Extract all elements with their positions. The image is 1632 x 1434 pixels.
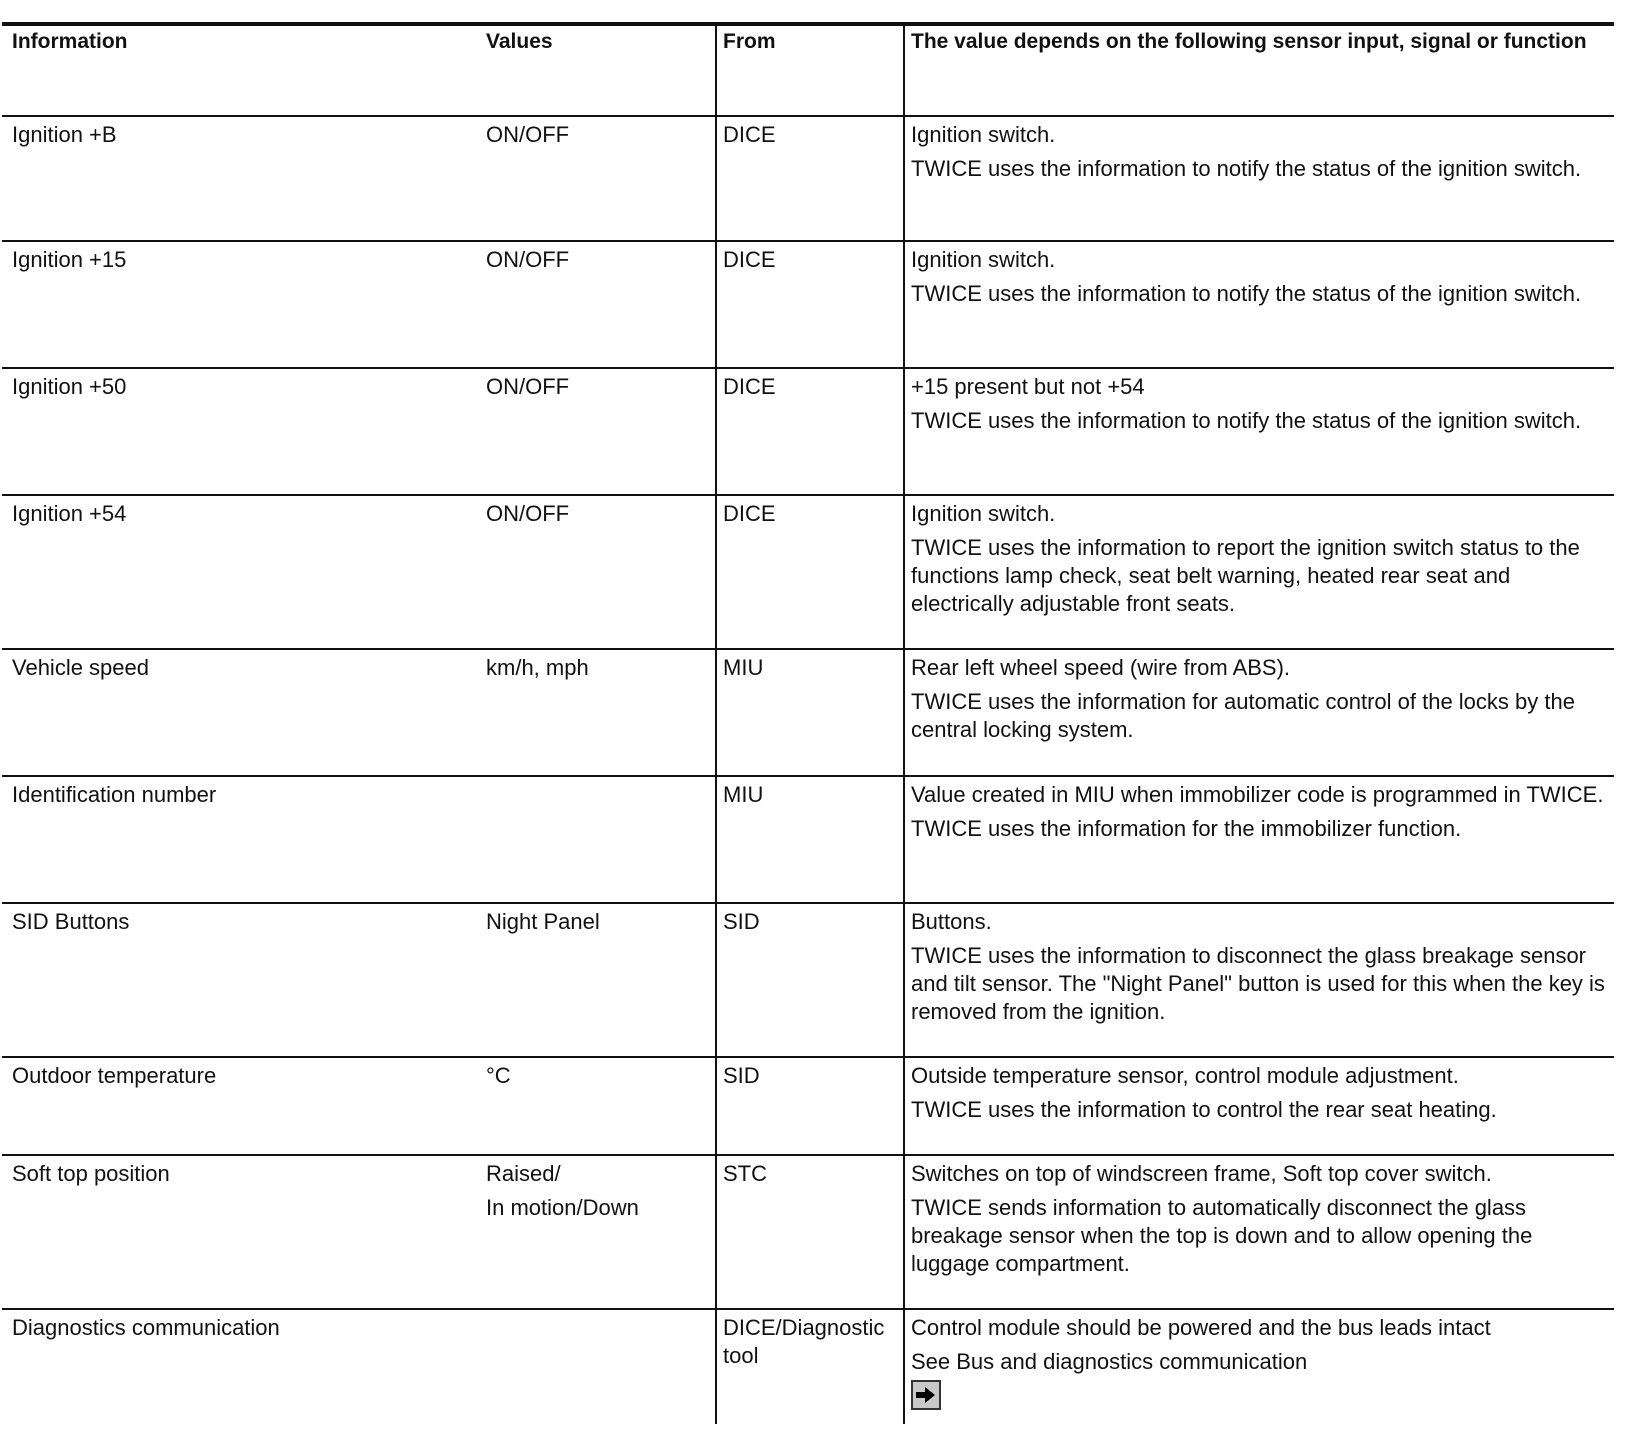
description-line: TWICE uses the information to disconnect the glass breakage sensor and tilt sensor. The "Night Panel" button is used for this when the key is removed from the ignition. xyxy=(911,943,1605,1024)
cell-from: DICE xyxy=(723,501,776,526)
description-line: Ignition switch. xyxy=(911,247,1056,272)
cell-description xyxy=(911,908,1611,1026)
description-line: Rear left wheel speed (wire from ABS). xyxy=(911,655,1291,680)
arrow-right-icon[interactable] xyxy=(911,1380,941,1410)
description-line: Switches on top of windscreen frame, Soft top cover switch. xyxy=(911,1161,1492,1186)
cell-information: Ignition +B xyxy=(12,122,117,147)
description-line: TWICE uses the information to notify the status of the ignition switch. xyxy=(911,281,1582,306)
row-rule xyxy=(2,902,1614,904)
cell-description xyxy=(911,1314,1611,1417)
cell-information: Soft top position xyxy=(12,1161,170,1186)
header-from: From xyxy=(723,30,776,53)
description-line: TWICE uses the information to notify the status of the ignition switch. xyxy=(911,408,1582,433)
description-line: Buttons. xyxy=(911,909,992,934)
description-line: TWICE uses the information to notify the status of the ignition switch. xyxy=(911,156,1582,181)
row-rule xyxy=(2,648,1614,650)
cell-from: STC xyxy=(723,1161,767,1186)
row-rule xyxy=(2,775,1614,777)
cell-description xyxy=(911,121,1611,183)
cell-from: MIU xyxy=(723,655,764,680)
cell-description xyxy=(911,373,1611,435)
cell-values: km/h, mph xyxy=(486,655,589,680)
column-rule-depends xyxy=(903,24,905,1424)
column-rule-from xyxy=(715,24,717,1424)
row-rule xyxy=(2,1056,1614,1058)
header-depends: The value depends on the following sensor input, signal or function xyxy=(911,30,1587,53)
cell-from: DICE xyxy=(723,247,776,272)
cell-information: Ignition +54 xyxy=(12,501,127,526)
header-values: Values xyxy=(486,30,553,53)
row-rule xyxy=(2,1308,1614,1310)
header-rule xyxy=(2,115,1614,117)
cell-information: Identification number xyxy=(12,782,217,807)
cell-from: DICE/Diagnostic tool xyxy=(723,1315,885,1368)
cell-values: Night Panel xyxy=(486,909,600,934)
cell-description xyxy=(911,246,1611,308)
description-line: TWICE uses the information for the immobilizer function. xyxy=(911,816,1462,841)
row-rule xyxy=(2,240,1614,242)
description-line: Ignition switch. xyxy=(911,122,1056,147)
row-rule xyxy=(2,1154,1614,1156)
header-information: Information xyxy=(12,30,128,53)
description-line: See Bus and diagnostics communication xyxy=(911,1349,1308,1374)
cell-information: SID Buttons xyxy=(12,909,130,934)
cell-information: Vehicle speed xyxy=(12,655,149,680)
cell-from: SID xyxy=(723,1063,760,1088)
values-line: In motion/Down xyxy=(486,1195,639,1220)
cell-values xyxy=(486,1160,639,1222)
cell-description xyxy=(911,1062,1611,1124)
description-line: TWICE uses the information to control the rear seat heating. xyxy=(911,1097,1497,1122)
cell-from: SID xyxy=(723,909,760,934)
cell-information: Ignition +50 xyxy=(12,374,127,399)
description-line: Control module should be powered and the bus leads intact xyxy=(911,1315,1491,1340)
description-line: TWICE sends information to automatically disconnect the glass breakage sensor when the top is down and to allow opening the luggage compartment. xyxy=(911,1195,1533,1276)
cell-information: Diagnostics communication xyxy=(12,1315,280,1340)
description-line: TWICE uses the information for automatic control of the locks by the central locking system. xyxy=(911,689,1575,742)
values-line: Raised/ xyxy=(486,1161,561,1186)
cell-from: DICE xyxy=(723,122,776,147)
row-rule xyxy=(2,367,1614,369)
cell-information: Ignition +15 xyxy=(12,247,127,272)
cell-description xyxy=(911,1160,1616,1278)
table-top-rule xyxy=(2,22,1614,26)
cell-description xyxy=(911,654,1611,744)
description-line: Outside temperature sensor, control module adjustment. xyxy=(911,1063,1459,1088)
cell-values: ON/OFF xyxy=(486,374,570,399)
row-rule xyxy=(2,494,1614,496)
cell-description xyxy=(911,781,1611,843)
cell-description xyxy=(911,500,1611,618)
cell-from: MIU xyxy=(723,782,764,807)
cell-information: Outdoor temperature xyxy=(12,1063,217,1088)
description-line: TWICE uses the information to report the ignition switch status to the functions lamp check, seat belt warning, heated rear seat and electrically adjustable front seats. xyxy=(911,535,1580,616)
cell-values: ON/OFF xyxy=(486,122,570,147)
cell-values: °C xyxy=(486,1063,511,1088)
cell-from: DICE xyxy=(723,374,776,399)
description-line: +15 present but not +54 xyxy=(911,374,1145,399)
cell-values: ON/OFF xyxy=(486,501,570,526)
description-line: Value created in MIU when immobilizer code is programmed in TWICE. xyxy=(911,782,1604,807)
cell-values: ON/OFF xyxy=(486,247,570,272)
description-line: Ignition switch. xyxy=(911,501,1056,526)
